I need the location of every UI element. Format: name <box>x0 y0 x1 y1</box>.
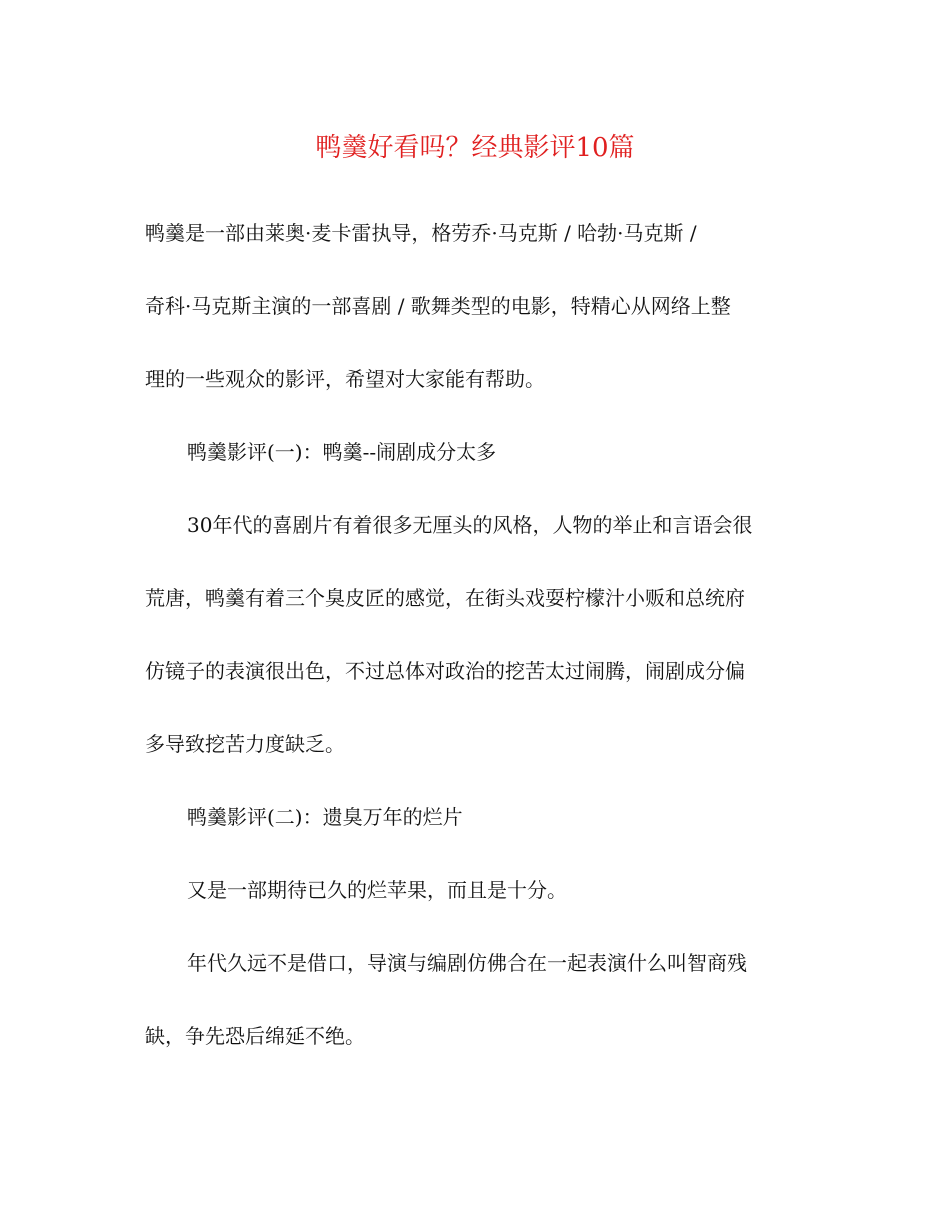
review-2-line-3: 缺，争先恐后绵延不绝。 <box>145 1024 365 1048</box>
review-1-line-1: 30年代的喜剧片有着很多无厘头的风格，人物的举止和言语会很 <box>187 513 753 537</box>
review-1-line-4: 多导致挖苦力度缺乏。 <box>145 732 345 756</box>
intro-line-2: 奇科·马克斯主演的一部喜剧 / 歌舞类型的电影，特精心从网络上整 <box>145 294 731 318</box>
review-1-line-2: 荒唐，鸭羹有着三个臭皮匠的感觉，在街头戏耍柠檬汁小贩和总统府 <box>145 586 745 610</box>
review-heading-2: 鸭羹影评(二)：遗臭万年的烂片 <box>187 805 463 829</box>
review-heading-1: 鸭羹影评(一)：鸭羹--闹剧成分太多 <box>187 440 497 464</box>
review-2-line-2: 年代久远不是借口，导演与编剧仿佛合在一起表演什么叫智商残 <box>187 951 747 975</box>
review-1-line-3: 仿镜子的表演很出色，不过总体对政治的挖苦太过闹腾，闹剧成分偏 <box>145 659 745 683</box>
review-2-line-1: 又是一部期待已久的烂苹果，而且是十分。 <box>187 878 567 902</box>
intro-line-1: 鸭羹是一部由莱奥·麦卡雷执导，格劳乔·马克斯 / 哈勃·马克斯 / <box>145 221 697 245</box>
intro-line-3: 理的一些观众的影评，希望对大家能有帮助。 <box>145 367 545 391</box>
document-title: 鸭羹好看吗？经典影评10篇 <box>315 133 635 163</box>
